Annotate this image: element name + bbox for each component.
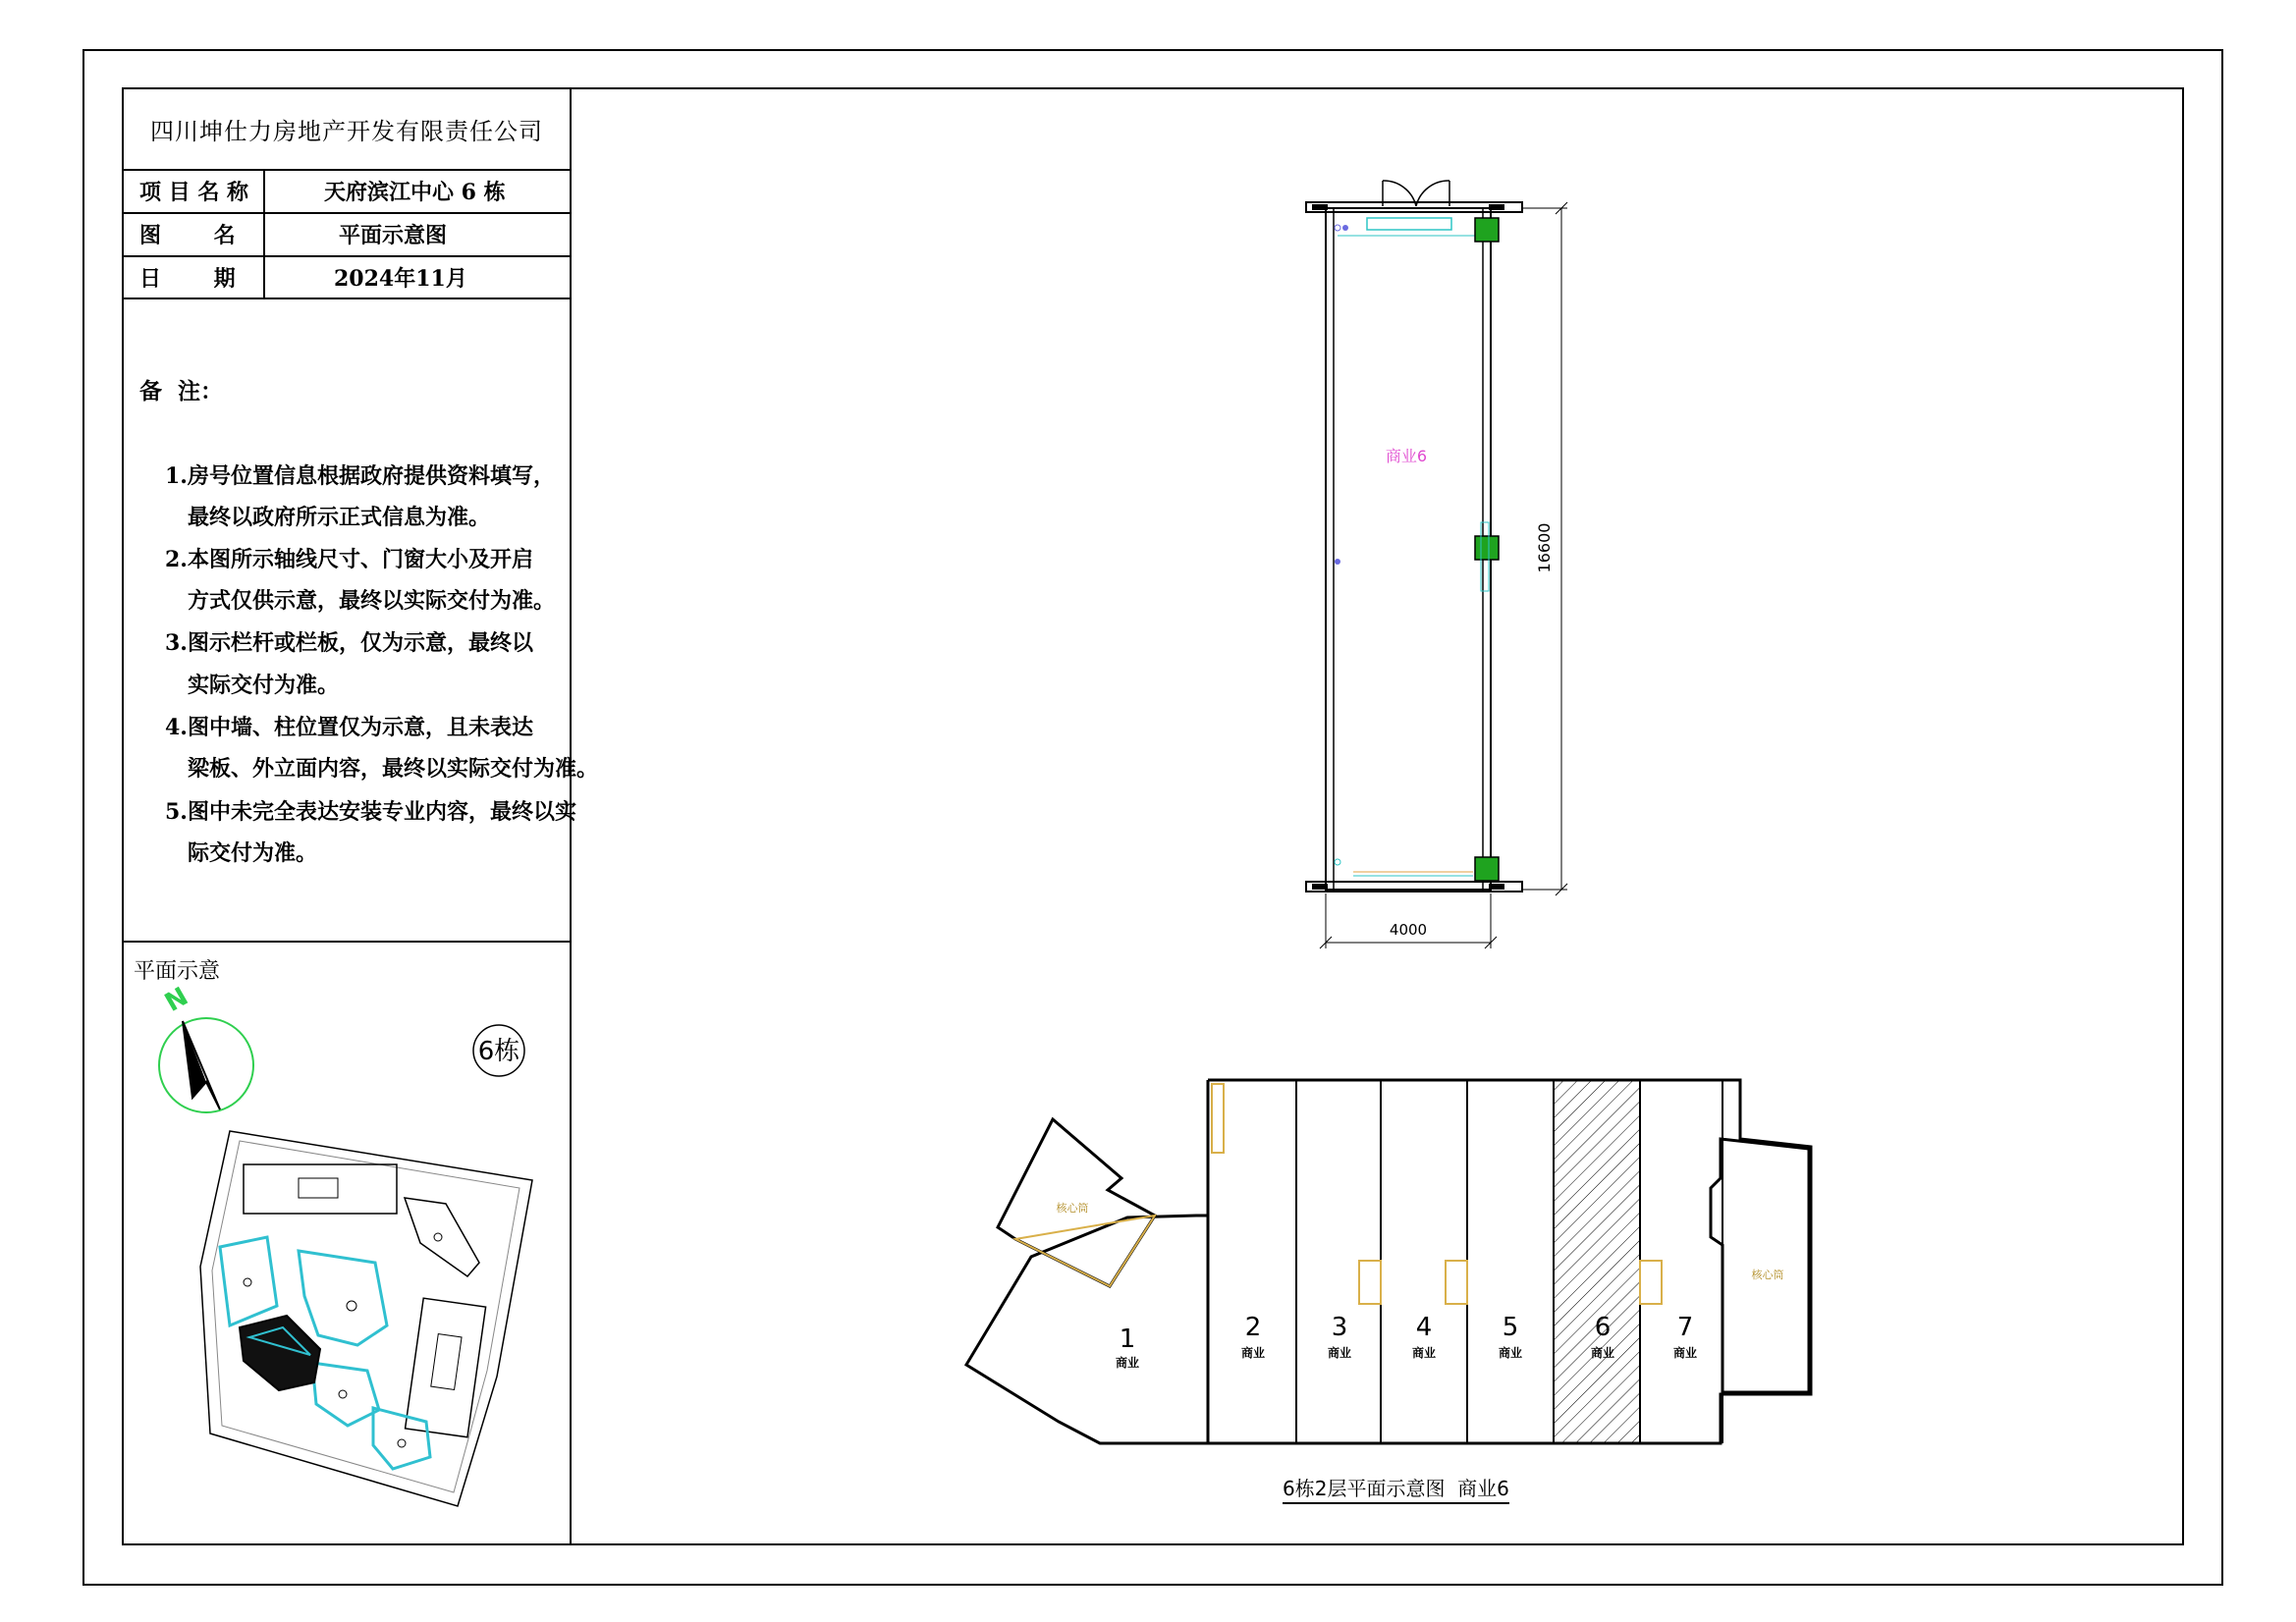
unit-walls: [1326, 208, 1491, 890]
glazing-top: [1367, 218, 1451, 230]
wall-fill: [1312, 884, 1328, 890]
note-line: 方式仅供示意，最终以实际交付为准。: [165, 588, 555, 614]
unit-use: 商业: [1411, 1346, 1437, 1360]
room-label: 商业6: [1385, 447, 1428, 465]
unit-number: 3: [1331, 1313, 1348, 1342]
title-block-divider: [263, 169, 265, 297]
project-name-label: 项 目 名 称: [139, 180, 248, 205]
note-line: 最终以政府所示正式信息为准。: [165, 505, 490, 530]
note-line: 2.本图所示轴线尺寸、门窗大小及开启: [165, 547, 533, 572]
company-name: 四川坤仕力房地产开发有限责任公司: [150, 117, 543, 145]
site-building: [406, 1298, 486, 1437]
project-name-value: 天府滨江中心 6 栋: [324, 180, 506, 205]
unit-1-outline: [966, 1216, 1208, 1443]
wall-fill: [1312, 204, 1328, 210]
site-plan-title: 平面示意: [134, 959, 221, 984]
marker-dot: [1335, 559, 1340, 565]
site-plan-map: [122, 972, 570, 1541]
unit-number: 5: [1502, 1313, 1519, 1342]
marker-dot: [1335, 225, 1340, 231]
note-line: 4.图中墙、柱位置仅为示意，且未表达: [165, 715, 533, 740]
drawing-name-value: 平面示意图: [339, 223, 448, 248]
unit-plan: [1277, 167, 1611, 972]
site-marker: [434, 1233, 442, 1241]
right-core: [1711, 1139, 1809, 1392]
marker-dot: [1335, 859, 1340, 865]
unit-use: 商业: [1327, 1346, 1352, 1360]
note-line: 实际交付为准。: [165, 673, 339, 698]
site-plan-divider: [122, 941, 572, 943]
unit-use: 商业: [1115, 1356, 1140, 1370]
note-line: 5.图中未完全表达安装专业内容，最终以实: [165, 799, 576, 825]
unit-use: 商业: [1672, 1346, 1698, 1360]
unit-number: 4: [1415, 1313, 1433, 1342]
wall-fill: [1489, 204, 1504, 210]
note-line: 1.房号位置信息根据政府提供资料填写，: [165, 463, 555, 489]
unit-use: 商业: [1590, 1346, 1615, 1360]
north-label: N: [160, 982, 193, 1018]
wall-fill: [1489, 884, 1504, 890]
notes-heading: 备 注：: [139, 378, 224, 405]
site-building-core: [299, 1178, 338, 1198]
dimension-width-label: 4000: [1389, 921, 1428, 939]
unit-use: 商业: [1498, 1346, 1523, 1360]
building-tag-label: 6栋: [477, 1037, 520, 1066]
unit-number: 6: [1594, 1313, 1612, 1342]
note-line: 3.图示栏杆或栏板，仅为示意，最终以: [165, 630, 533, 656]
column-icon: [1475, 857, 1499, 881]
core-label: 核心筒: [1056, 1202, 1089, 1215]
floor-plan-caption: 6栋2层平面示意图 商业6: [1283, 1473, 1509, 1504]
unit-6-highlight: [1554, 1080, 1640, 1443]
unit-number: 1: [1119, 1325, 1136, 1354]
floor-outline: [1208, 1080, 1811, 1443]
site-building: [244, 1164, 397, 1214]
marker-dot: [1342, 225, 1348, 231]
column-icon: [1475, 536, 1499, 560]
drawing-name-label: 图 名: [139, 223, 236, 248]
unit-number: 7: [1676, 1313, 1694, 1342]
core-label: 核心筒: [1751, 1269, 1784, 1281]
unit-number: 2: [1244, 1313, 1262, 1342]
date-label: 日 期: [139, 266, 236, 292]
dimension-depth-label: 16600: [1535, 522, 1554, 573]
site-boundary-inner: [212, 1141, 519, 1492]
building-tag: [473, 1025, 524, 1076]
note-line: 际交付为准。: [165, 840, 317, 866]
north-arrow-icon: [159, 982, 253, 1112]
floor-plan: [962, 1070, 1827, 1463]
site-building-core: [431, 1334, 462, 1390]
date-value: 2024年11月: [334, 266, 467, 292]
unit-use: 商业: [1240, 1346, 1266, 1360]
column-icon: [1475, 218, 1499, 242]
note-line: 梁板、外立面内容，最终以实际交付为准。: [165, 756, 598, 782]
